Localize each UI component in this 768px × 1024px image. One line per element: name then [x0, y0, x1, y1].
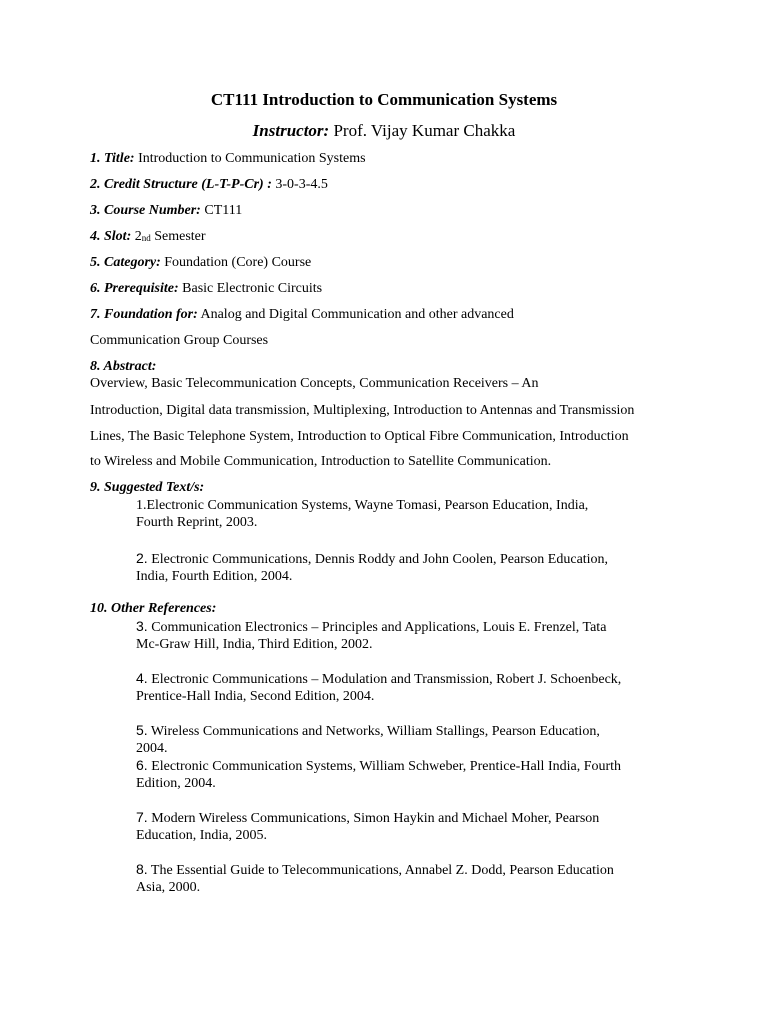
item-foundation-value: Analog and Digital Communication and other advanced [200, 307, 514, 322]
item-credit-label: 2. Credit Structure (L-T-P-Cr) : [90, 177, 272, 192]
abstract-line: Overview, Basic Telecommunication Concepts, Communication Receivers – An [90, 376, 539, 391]
item-category-label: 5. Category: [90, 255, 161, 270]
reference-text-continued: Edition, 2004. [136, 776, 216, 791]
reference-number: 8. [136, 861, 148, 877]
reference-text: Electronic Communications, Dennis Roddy and John Coolen, Pearson Education, [147, 552, 609, 567]
reference-text: Electronic Communication Systems, William Schweber, Prentice-Hall India, Fourth [147, 759, 622, 774]
item-slot-label: 4. Slot: [90, 229, 132, 244]
reference-entry [136, 722, 676, 757]
item-prerequisite-label: 6. Prerequisite: [90, 281, 179, 296]
item-foundation [90, 307, 514, 323]
abstract-line: to Wireless and Mobile Communication, Introduction to Satellite Communication. [90, 454, 552, 469]
reference-text: Electronic Communication Systems, Wayne Tomasi, Pearson Education, India, [146, 498, 589, 513]
reference-number: 2. [136, 550, 148, 566]
item-slot-value: Semester [154, 229, 206, 244]
abstract-line: Introduction, Digital data transmission, Multiplexing, Introduction to Antennas and Transmission [90, 403, 635, 418]
reference-text-continued: Asia, 2000. [136, 880, 201, 895]
reference-number: 4. [136, 670, 148, 686]
reference-text-continued: 2004. [136, 741, 168, 756]
item-course-number-label: 3. Course Number: [90, 203, 201, 218]
item-slot-number: 2 [134, 229, 142, 244]
reference-text-continued: Mc-Graw Hill, India, Third Edition, 2002. [136, 637, 373, 652]
reference-number: 6. [136, 757, 148, 773]
item-title-value: Introduction to Communication Systems [138, 151, 366, 166]
reference-text-continued: Fourth Reprint, 2003. [136, 515, 258, 530]
reference-text: Electronic Communications – Modulation and Transmission, Robert J. Schoenbeck, [147, 672, 622, 687]
abstract-line: Lines, The Basic Telephone System, Introduction to Optical Fibre Communication, Introduction [90, 429, 629, 444]
reference-entry [136, 618, 676, 653]
item-foundation-continued: Communication Group Courses [90, 333, 269, 348]
item-foundation-label: 7. Foundation for: [90, 307, 198, 322]
reference-entry [136, 497, 676, 531]
instructor-line [0, 121, 768, 141]
other-references-label: 10. Other References: [90, 601, 217, 616]
reference-number: 1. [136, 498, 147, 513]
item-category [90, 255, 311, 271]
reference-text-continued: Prentice-Hall India, Second Edition, 2004. [136, 689, 375, 704]
reference-number: 5. [136, 722, 148, 738]
reference-text-continued: Education, India, 2005. [136, 828, 268, 843]
item-category-value: Foundation (Core) Course [164, 255, 312, 270]
reference-entry [136, 757, 676, 792]
reference-number: 7. [136, 809, 148, 825]
page-title: CT111 Introduction to Communication Systems [210, 90, 558, 109]
item-course-number-value: CT111 [204, 203, 243, 218]
suggested-texts-label: 9. Suggested Text/s: [90, 480, 205, 495]
item-slot-ordinal: nd [141, 233, 151, 243]
item-course-number [90, 203, 242, 219]
reference-entry [136, 809, 676, 844]
reference-text: The Essential Guide to Telecommunications, Annabel Z. Dodd, Pearson Education [147, 863, 614, 878]
reference-text: Wireless Communications and Networks, William Stallings, Pearson Education, [147, 724, 600, 739]
reference-text: Modern Wireless Communications, Simon Haykin and Michael Moher, Pearson [147, 811, 600, 826]
item-title-label: 1. Title: [90, 151, 135, 166]
instructor-name: Prof. Vijay Kumar Chakka [333, 121, 516, 140]
item-credit [90, 177, 328, 193]
item-prerequisite-value: Basic Electronic Circuits [182, 281, 323, 296]
item-credit-value: 3-0-3-4.5 [275, 177, 328, 192]
reference-entry [136, 670, 676, 705]
reference-entry [136, 861, 676, 896]
item-title [90, 151, 366, 167]
item-prerequisite [90, 281, 322, 297]
reference-text-continued: India, Fourth Edition, 2004. [136, 569, 293, 584]
item-slot [90, 229, 206, 245]
reference-number: 3. [136, 618, 148, 634]
reference-text: Communication Electronics – Principles and Applications, Louis E. Frenzel, Tata [147, 620, 607, 635]
abstract-label: 8. Abstract: [90, 359, 157, 374]
instructor-label: Instructor: [252, 121, 330, 140]
reference-entry [136, 550, 676, 585]
